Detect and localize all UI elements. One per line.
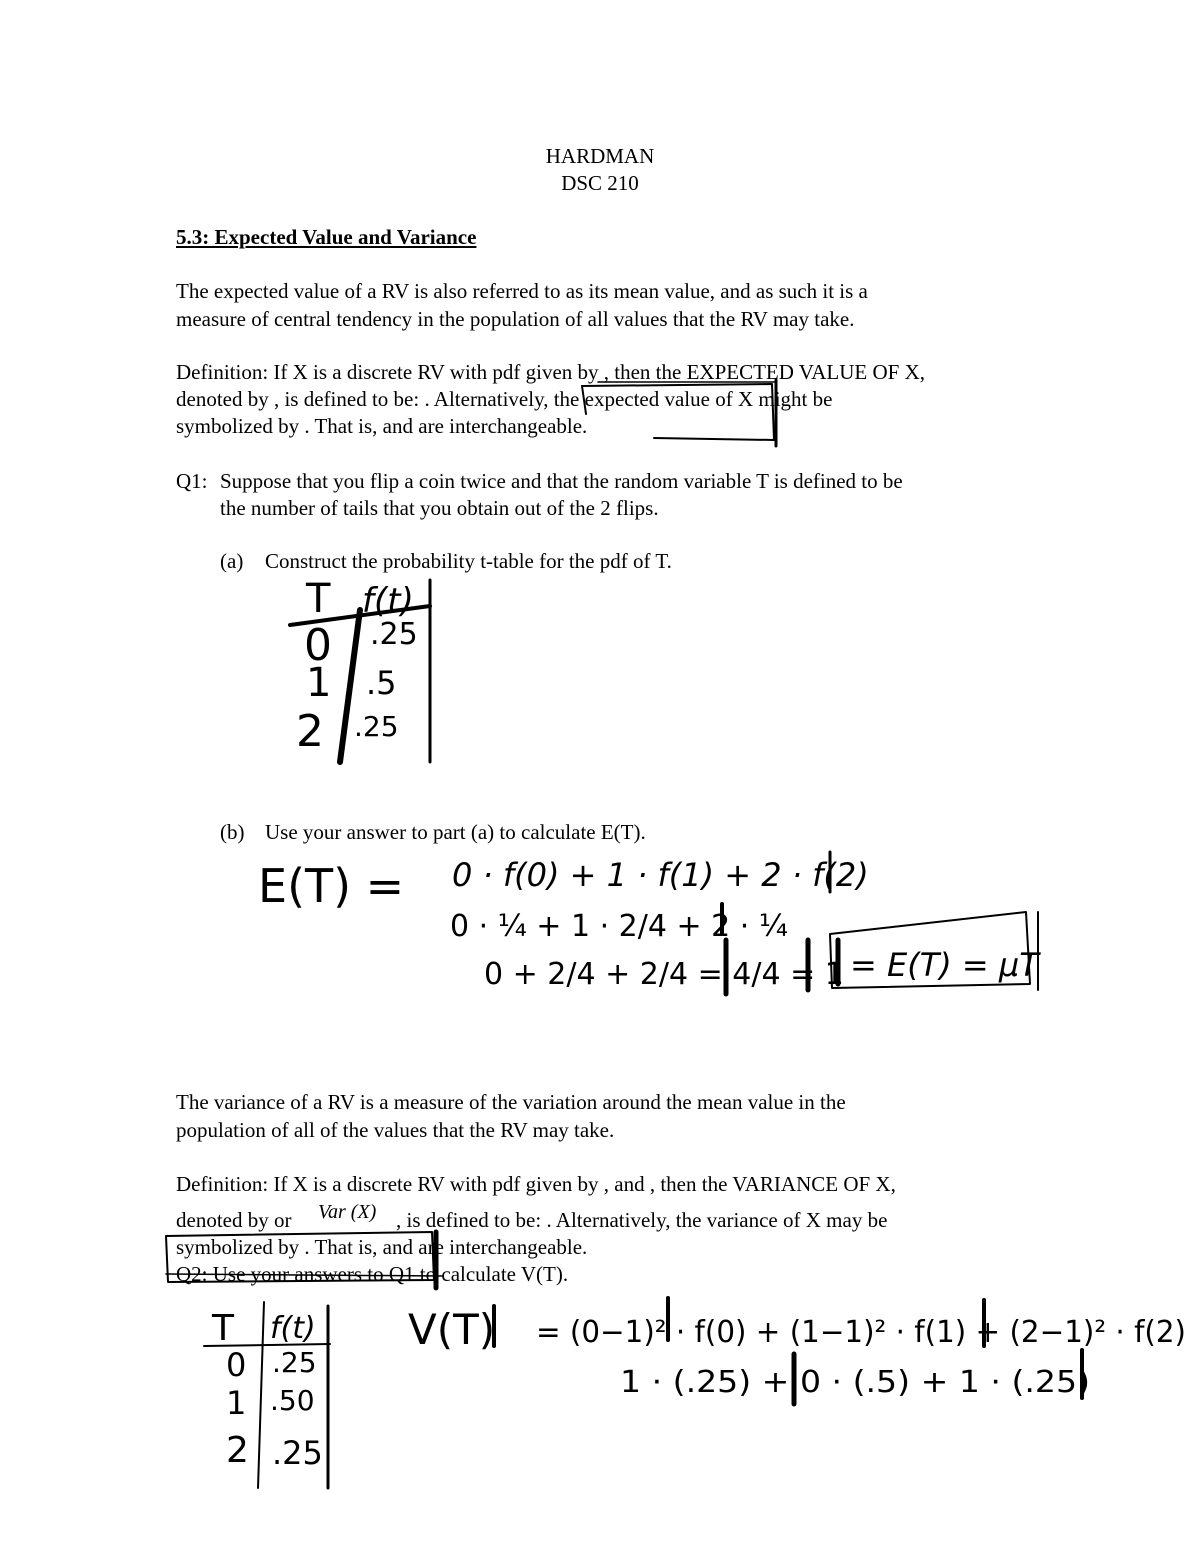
part-a-label: (a)	[220, 549, 244, 573]
table1-col-f: f(t)	[362, 581, 414, 621]
table2-column-divider	[258, 1302, 264, 1488]
table2-row1-t: 1	[226, 1384, 247, 1422]
table2-row2-f: .25	[272, 1434, 323, 1472]
table2-row2-t: 2	[226, 1430, 249, 1471]
et-line-1: 0 · f(0) + 1 · f(1) + 2 · f(2)	[452, 856, 869, 894]
table1-column-divider	[340, 610, 360, 762]
def-variance-line-2b: , is defined to be: . Alternatively, the variance of X may be	[396, 1208, 888, 1232]
q1-line-2: the number of tails that you obtain out of the 2 flips.	[220, 496, 659, 520]
expected-intro-line-1: The expected value of a RV is also referred to as its mean value, and as such it is a	[176, 279, 868, 303]
part-b-label: (b)	[220, 820, 245, 844]
table1-row1-f: .5	[366, 664, 397, 702]
expected-intro-line-2: measure of central tendency in the population of all values that the RV may take.	[176, 307, 855, 331]
table1-row1-t: 1	[306, 660, 332, 706]
vt-line-1: = (0−1)² · f(0) + (1−1)² · f(1) + (2−1)² · f(2)	[536, 1315, 1186, 1350]
def-variance-line-2a: denoted by or	[176, 1208, 292, 1232]
table2-row0-f: .25	[272, 1346, 317, 1379]
vt-line-2: 1 · (.25) + 0 · (.5) + 1 · (.25)	[620, 1365, 1090, 1400]
table1-col-t: T	[306, 576, 331, 622]
et-result: = E(T) = μT	[850, 946, 1039, 984]
def-expected-line-3: symbolized by . That is, and are interchangeable.	[176, 414, 588, 438]
section-title: 5.3: Expected Value and Variance	[176, 225, 477, 249]
table1-row0-t: 0	[304, 620, 332, 671]
def-expected-line-2: denoted by , is defined to be: . Alternatively, the expected value of X might be	[176, 387, 833, 411]
et-lhs: E(T) =	[258, 859, 405, 913]
et-line-2: 0 · ¼ + 1 · 2/4 + 2 · ¼	[450, 909, 788, 944]
table1-row2-f: .25	[354, 710, 399, 743]
table1-row2-t: 2	[296, 706, 324, 757]
def-variance-line-3: symbolized by . That is, and are interchangeable.	[176, 1235, 588, 1259]
q1-line-1: Suppose that you flip a coin twice and that the random variable T is defined to be	[220, 469, 903, 493]
table2-row0-t: 0	[226, 1346, 247, 1384]
part-b-text: Use your answer to part (a) to calculate E(T).	[265, 820, 646, 844]
q1-label: Q1:	[176, 469, 208, 493]
table1-row0-f: .25	[370, 617, 418, 652]
var-notation: Var (X)	[318, 1201, 377, 1223]
table1-header-rule	[290, 606, 430, 625]
et-line-3: 0 + 2/4 + 2/4 = 4/4 = 1	[484, 957, 844, 992]
table2-col-t: T	[212, 1308, 234, 1349]
author-heading: HARDMAN	[545, 144, 655, 168]
def-expected-line-1: Definition: If X is a discrete RV with pdf given by , then the EXPECTED VALUE OF X,	[176, 360, 925, 384]
et-result-box	[830, 912, 1030, 988]
variance-intro-line-1: The variance of a RV is a measure of the variation around the mean value in the	[176, 1090, 846, 1114]
course-heading: DSC 210	[561, 171, 639, 195]
table2-col-f: f(t)	[270, 1311, 316, 1346]
variance-intro-line-2: population of all of the values that the RV may take.	[176, 1118, 615, 1142]
q2-line: Q2: Use your answers to Q1 to calculate V(T).	[176, 1262, 569, 1286]
table2-header-rule	[204, 1344, 330, 1346]
vt-lhs: V(T)	[408, 1305, 496, 1354]
table2-row1-f: .50	[270, 1384, 315, 1417]
part-a-text: Construct the probability t-table for the pdf of T.	[265, 549, 672, 573]
def-variance-line-1: Definition: If X is a discrete RV with pdf given by , and , then the VARIANCE OF X,	[176, 1172, 896, 1196]
